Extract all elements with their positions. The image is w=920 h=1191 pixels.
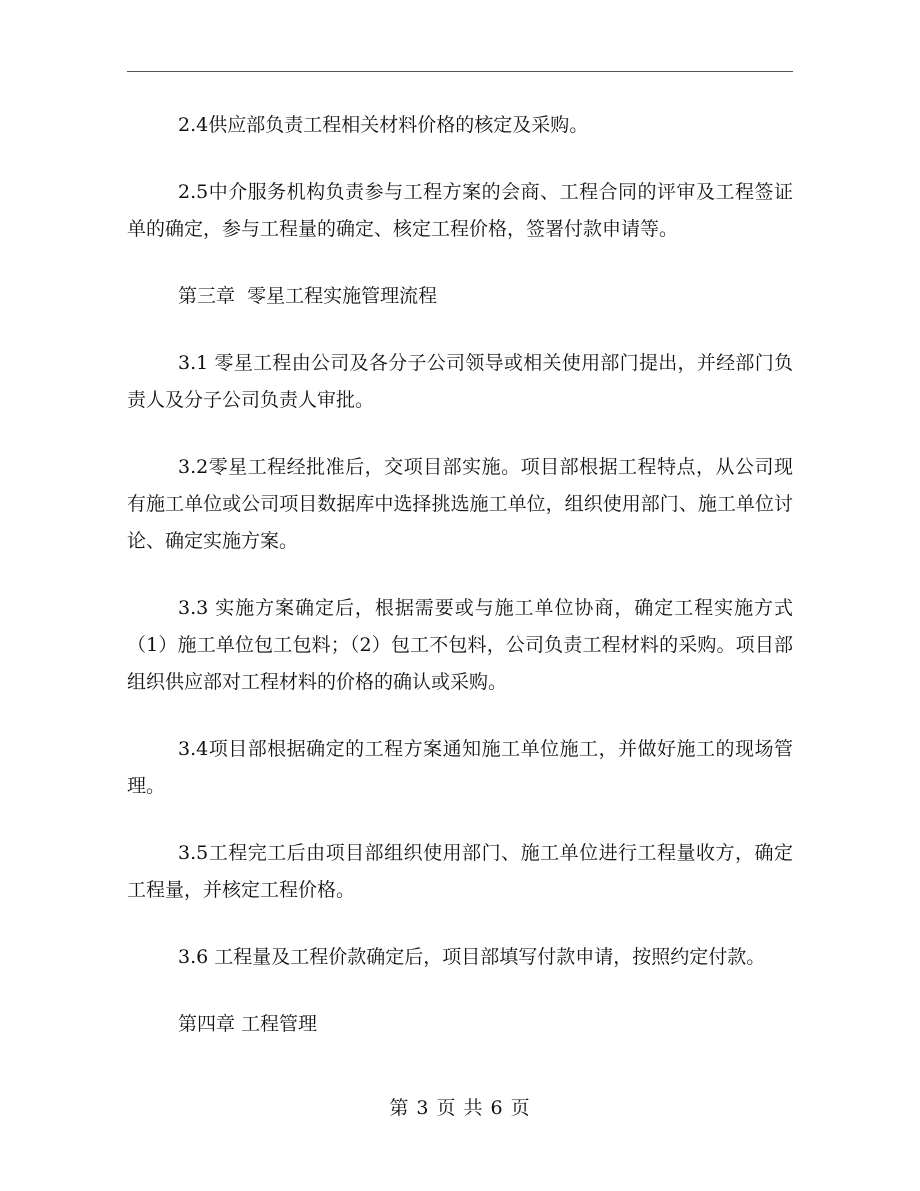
paragraph-3-3: 3.3 实施方案确定后，根据需要或与施工单位协商，确定工程实施方式（1）施工单位包工包料；（2）包工不包料，公司负责工程材料的采购。项目部组织供应部对工程材料的价格的确认或采购。 [127,597,793,693]
paragraph-2-5: 2.5中介服务机构负责参与工程方案的会商、工程合同的评审及工程签证单的确定，参与工程量的确定、核定工程价格，签署付款申请等。 [127,181,793,240]
paragraph-3-2: 3.2零星工程经批准后，交项目部实施。项目部根据工程特点，从公司现有施工单位或公司项目数据库中选择挑选施工单位，组织使用部门、施工单位讨论、确定实施方案。 [127,456,793,552]
chapter-3-heading: 第三章 零星工程实施管理流程 [178,285,438,307]
paragraph-2-4: 2.4供应部负责工程相关材料价格的核定及采购。 [178,114,589,136]
paragraph-3-5: 3.5工程完工后由项目部组织使用部门、施工单位进行工程量收方，确定工程量，并核定工程价格。 [127,842,793,901]
document-body [127,107,793,1073]
header-rule [127,71,793,72]
page-number: 第 3 页 共 6 页 [389,1097,531,1119]
paragraph-3-6: 3.6 工程量及工程价款确定后，项目部填写付款申请，按照约定付款。 [178,946,766,968]
chapter-4-heading: 第四章 工程管理 [178,1013,318,1035]
paragraph-3-1: 3.1 零星工程由公司及各分子公司领导或相关使用部门提出，并经部门负责人及分子公司负责人审批。 [127,352,793,411]
paragraph-3-4: 3.4项目部根据确定的工程方案通知施工单位施工，并做好施工的现场管理。 [127,738,793,797]
